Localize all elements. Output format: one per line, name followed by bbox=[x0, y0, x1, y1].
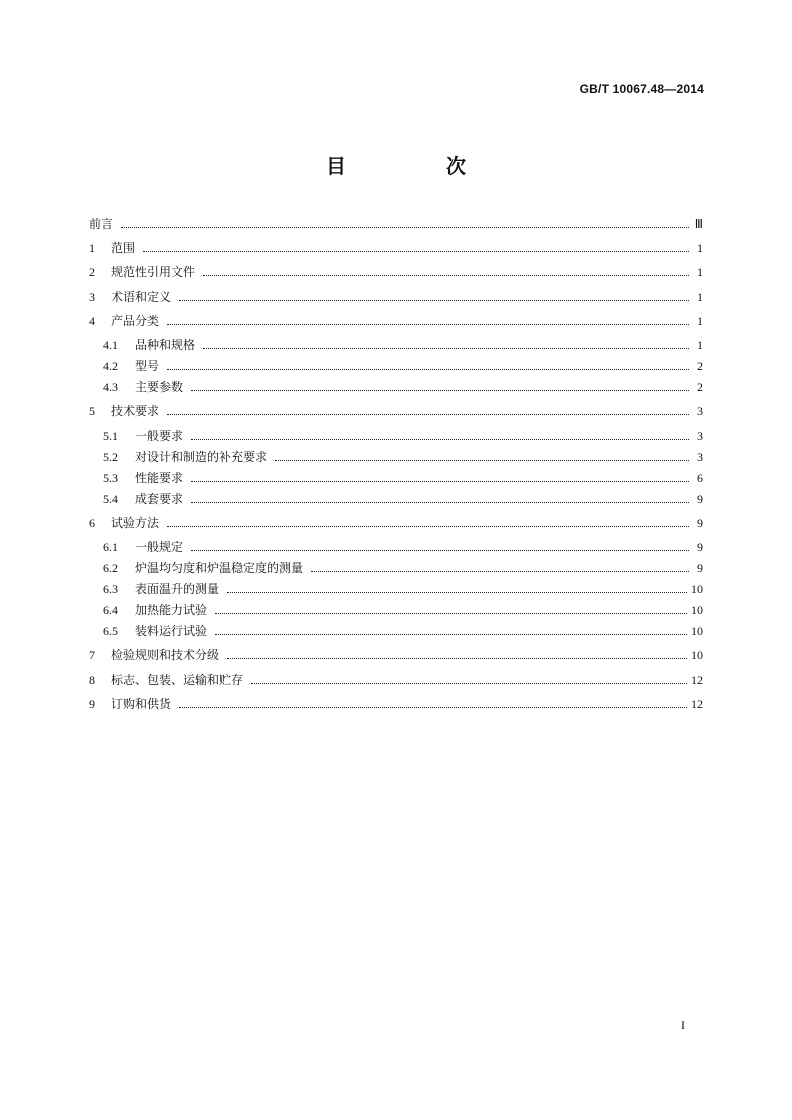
dot-leader bbox=[191, 549, 689, 551]
toc-entry-page: 2 bbox=[697, 380, 703, 394]
toc-entry bbox=[103, 537, 703, 555]
toc-entry-number: 5.4 bbox=[103, 492, 118, 506]
dot-leader bbox=[167, 525, 689, 527]
toc-entry bbox=[89, 214, 703, 232]
dot-leader bbox=[167, 368, 689, 370]
toc-entry-label: 表面温升的测量 bbox=[135, 582, 220, 596]
dot-leader bbox=[251, 682, 687, 684]
toc-entry-label: 成套要求 bbox=[135, 492, 184, 506]
toc-entry bbox=[103, 468, 703, 486]
toc-entry-label: 检验规则和技术分级 bbox=[111, 648, 220, 662]
toc-entry-page: 3 bbox=[697, 404, 703, 418]
dot-leader bbox=[167, 413, 689, 415]
toc-entry bbox=[89, 238, 703, 256]
toc-entry-label: 品种和规格 bbox=[135, 338, 196, 352]
toc-entry-page: 10 bbox=[691, 648, 703, 662]
toc-entry-label: 加热能力试验 bbox=[135, 603, 208, 617]
toc-entry bbox=[89, 401, 703, 419]
toc-entry-label: 主要参数 bbox=[135, 380, 184, 394]
toc-entry bbox=[89, 645, 703, 663]
toc-entry bbox=[89, 287, 703, 305]
dot-leader bbox=[203, 347, 689, 349]
toc-entry-number: 2 bbox=[89, 265, 95, 279]
toc-entry-number: 4.3 bbox=[103, 380, 118, 394]
toc-entry-page: 9 bbox=[697, 540, 703, 554]
toc-entry bbox=[103, 558, 703, 576]
toc-entry-page: 1 bbox=[697, 241, 703, 255]
toc-entry-label: 技术要求 bbox=[111, 404, 160, 418]
dot-leader bbox=[167, 323, 689, 325]
dot-leader bbox=[179, 706, 687, 708]
toc-entry bbox=[89, 311, 703, 329]
toc-entry-number: 8 bbox=[89, 673, 95, 687]
page-title: 目 次 bbox=[326, 154, 506, 178]
toc-entry-number: 4 bbox=[89, 314, 95, 328]
dot-leader bbox=[215, 633, 687, 635]
dot-leader bbox=[311, 570, 689, 572]
toc-entry bbox=[103, 426, 703, 444]
toc-entry-page: 12 bbox=[691, 673, 703, 687]
dot-leader bbox=[203, 274, 689, 276]
toc-entry-label: 性能要求 bbox=[135, 471, 184, 485]
toc-entry-number: 6.1 bbox=[103, 540, 118, 554]
toc-entry-page: 2 bbox=[697, 359, 703, 373]
toc-entry-page: 1 bbox=[697, 314, 703, 328]
toc-entry-label: 前言 bbox=[89, 217, 114, 231]
toc-entry-number: 6.5 bbox=[103, 624, 118, 638]
toc-entry-label: 炉温均匀度和炉温稳定度的测量 bbox=[135, 561, 304, 575]
toc-entry-label: 对设计和制造的补充要求 bbox=[135, 450, 268, 464]
toc-entry-number: 6.2 bbox=[103, 561, 118, 575]
toc-entry-number: 7 bbox=[89, 648, 95, 662]
dot-leader bbox=[275, 459, 689, 461]
dot-leader bbox=[191, 389, 689, 391]
toc-entry-number: 3 bbox=[89, 290, 95, 304]
dot-leader bbox=[191, 501, 689, 503]
toc-entry-page: 10 bbox=[691, 603, 703, 617]
toc-entry-label: 范围 bbox=[111, 241, 136, 255]
dot-leader bbox=[215, 612, 687, 614]
toc-entry-page: 6 bbox=[697, 471, 703, 485]
toc-entry bbox=[103, 489, 703, 507]
standard-code: GB/T 10067.48—2014 bbox=[579, 82, 704, 96]
toc-entry-page: 12 bbox=[691, 697, 703, 711]
toc-entry-number: 5.3 bbox=[103, 471, 118, 485]
toc-entry-number: 5.1 bbox=[103, 429, 118, 443]
dot-leader bbox=[179, 299, 689, 301]
toc-entry-number: 5 bbox=[89, 404, 95, 418]
toc-entry-label: 一般要求 bbox=[135, 429, 184, 443]
toc-entry-page: 9 bbox=[697, 492, 703, 506]
toc-entry-page: 1 bbox=[697, 290, 703, 304]
toc-entry bbox=[103, 356, 703, 374]
dot-leader bbox=[227, 657, 687, 659]
dot-leader bbox=[191, 438, 689, 440]
toc-entry-label: 产品分类 bbox=[111, 314, 160, 328]
toc-entry-page: 9 bbox=[697, 561, 703, 575]
toc-entry-label: 订购和供货 bbox=[111, 697, 172, 711]
toc-entry-number: 5.2 bbox=[103, 450, 118, 464]
toc-entry-page: 1 bbox=[697, 265, 703, 279]
toc-entry bbox=[103, 335, 703, 353]
toc-entry-page: 10 bbox=[691, 624, 703, 638]
toc-entry-label: 试验方法 bbox=[111, 516, 160, 530]
toc-entry-page: 9 bbox=[697, 516, 703, 530]
toc-entry bbox=[89, 694, 703, 712]
dot-leader bbox=[121, 226, 689, 228]
dot-leader bbox=[191, 480, 689, 482]
page-number: I bbox=[681, 1018, 685, 1032]
toc-entry-number: 6 bbox=[89, 516, 95, 530]
toc-entry-page: 3 bbox=[697, 450, 703, 464]
dot-leader bbox=[227, 591, 687, 593]
toc-entry-number: 4.1 bbox=[103, 338, 118, 352]
toc-entry-label: 型号 bbox=[135, 359, 160, 373]
toc-entry bbox=[89, 513, 703, 531]
toc-entry bbox=[89, 670, 703, 688]
dot-leader bbox=[143, 250, 689, 252]
toc-entry-number: 6.3 bbox=[103, 582, 118, 596]
toc-entry-page: 3 bbox=[697, 429, 703, 443]
toc-entry-number: 4.2 bbox=[103, 359, 118, 373]
toc-entry-number: 1 bbox=[89, 241, 95, 255]
toc-entry-label: 规范性引用文件 bbox=[111, 265, 196, 279]
toc-entry bbox=[103, 600, 703, 618]
toc-entry bbox=[103, 377, 703, 395]
toc-entry bbox=[103, 447, 703, 465]
toc-entry-label: 术语和定义 bbox=[111, 290, 172, 304]
toc-entry bbox=[89, 262, 703, 280]
toc-entry-label: 标志、包装、运输和贮存 bbox=[111, 673, 244, 687]
toc-entry bbox=[103, 621, 703, 639]
toc-entry-label: 装料运行试验 bbox=[135, 624, 208, 638]
toc-entry-number: 9 bbox=[89, 697, 95, 711]
toc-entry-page: 10 bbox=[691, 582, 703, 596]
toc-entry-page: 1 bbox=[697, 338, 703, 352]
toc-entry bbox=[103, 579, 703, 597]
toc-entry-label: 一般规定 bbox=[135, 540, 184, 554]
toc-entry-number: 6.4 bbox=[103, 603, 118, 617]
toc-entry-page: Ⅲ bbox=[694, 217, 703, 231]
